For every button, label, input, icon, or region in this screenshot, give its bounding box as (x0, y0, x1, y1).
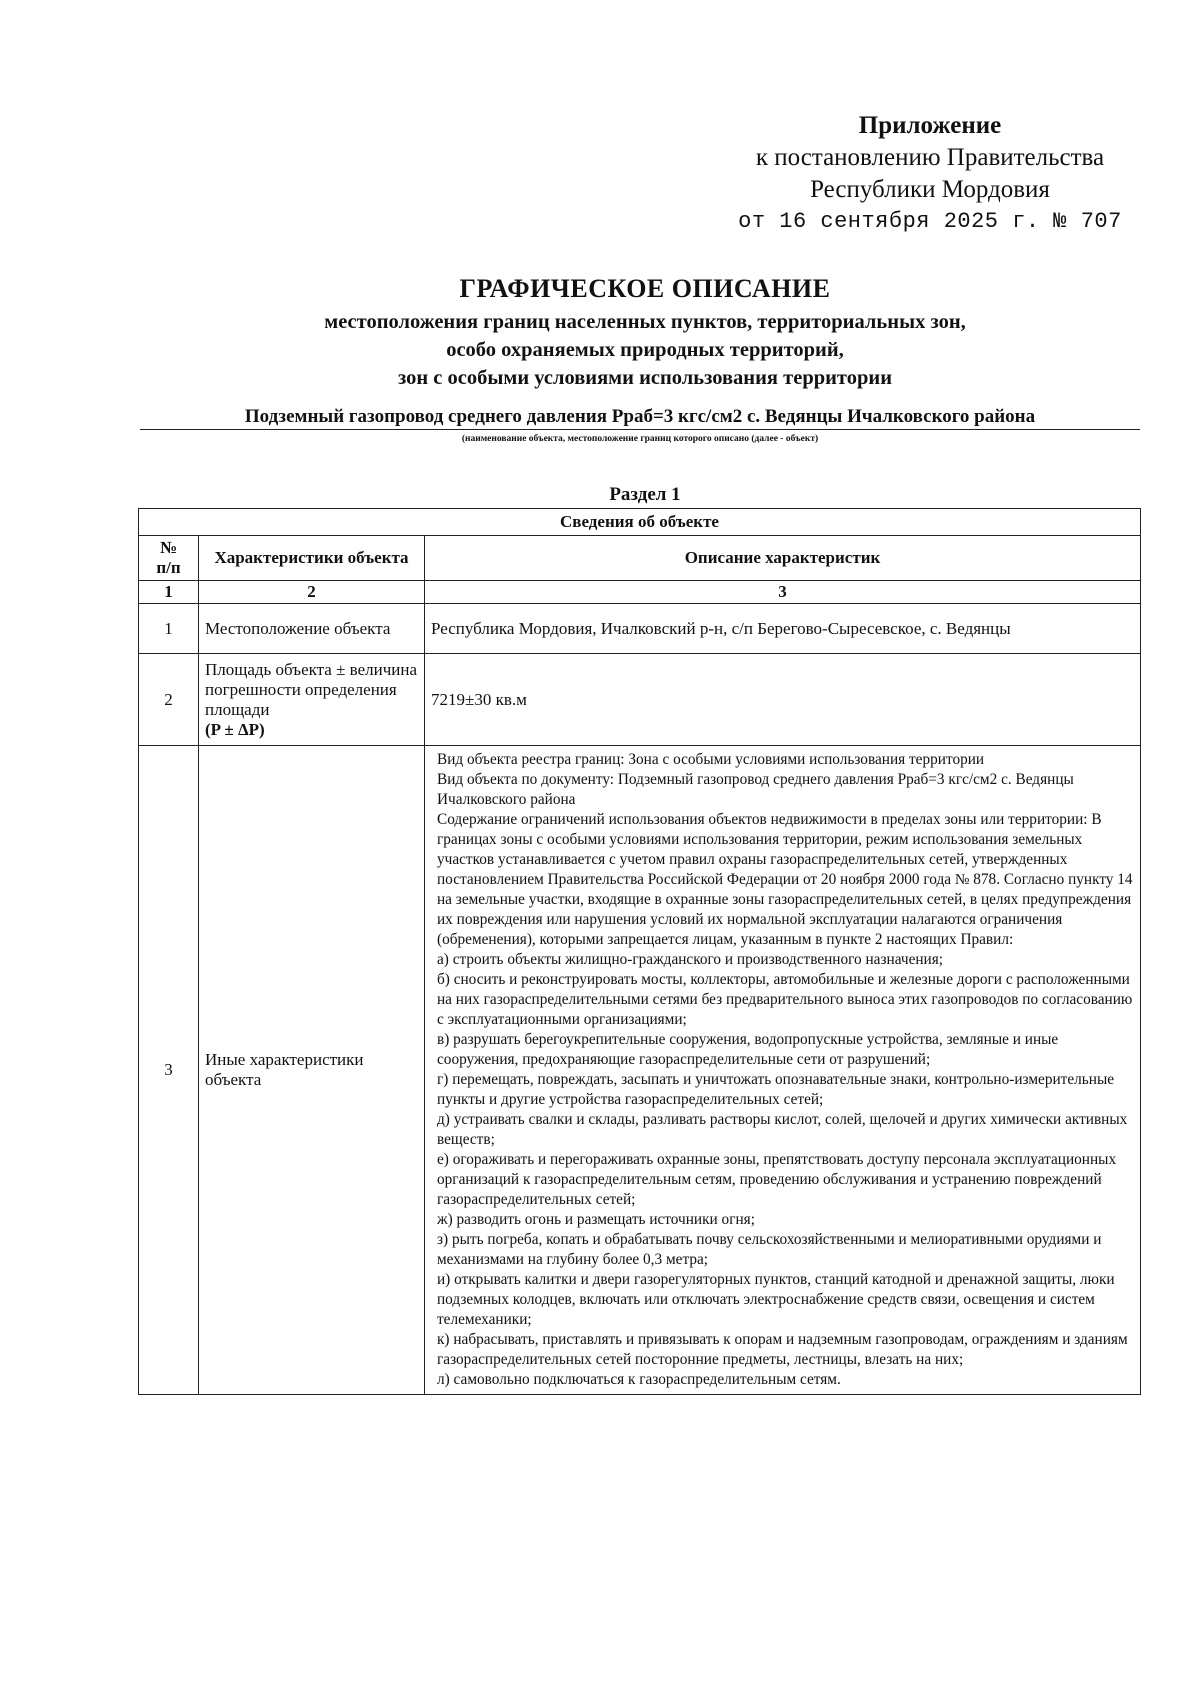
object-info-table (138, 508, 1141, 1395)
description-line: Содержание ограничений использования объектов недвижимости в пределах зоны или территории: В границах зоны с особыми условиями использования территории, режим использования земельных участков устанавливается с учетом правил охраны газораспределительных сетей, утвержденных постановлением Правительства Российской Федерации от 20 ноября 2000 года № 878. Согласно пункту 14 на земельные участки, входящие в охранные зоны газораспределительных сетей, в целях предупреждения их повреждения или нарушения условий их нормальной эксплуатации налагаются ограничения (обременения), которыми запрещается лицам, указанным в пункте 2 настоящих Правил: (437, 811, 1133, 948)
column-numbers-row (139, 581, 1141, 604)
restriction-item: ж) разводить огонь и размещать источники огня; (437, 1211, 755, 1228)
area-formula: (P ± ΔP) (205, 719, 265, 739)
description-line: Вид объекта реестра границ: Зона с особыми условиями использования территории (437, 751, 985, 768)
restriction-item: л) самовольно подключаться к газораспределительным сетям. (437, 1371, 841, 1388)
restriction-item: к) набрасывать, приставлять и привязывать к опорам и надземным газопроводам, ограждениям и зданиям газораспределительных сетей посторонние предметы, лестницы, влезать на них; (437, 1331, 1128, 1368)
header-number (139, 536, 199, 581)
description-line: Вид объекта по документу: Подземный газопровод среднего давления Рраб=3 кгс/см2 с. Ведянцы Ичалковского района (437, 771, 1074, 808)
subtitle-line: зон с особыми условиями использования территории (397, 367, 893, 389)
restriction-item: е) огораживать и перегораживать охранные зоны, препятствовать доступу персонала эксплуатационных организаций к газораспределительным сетям, проведению обслуживания и устранению повреждений газораспределительных сетей; (437, 1151, 1117, 1208)
table-caption: Сведения об объекте (139, 509, 1141, 536)
header-number-text: № п/п (156, 538, 181, 577)
restriction-item: а) строить объекты жилищно-гражданского и производственного назначения; (437, 951, 944, 968)
table-row (139, 604, 1141, 654)
table-row (139, 654, 1141, 746)
column-number: 1 (139, 581, 199, 604)
appendix-block (720, 110, 1140, 238)
restrictions-text (437, 750, 1134, 1390)
restriction-item: в) разрушать берегоукрепительные сооружения, водопропускные устройства, земляные и иные сооружения, предохраняющие газораспределительные сети от разрушений; (437, 1031, 1059, 1068)
row-number: 2 (139, 654, 199, 746)
column-number: 2 (199, 581, 425, 604)
subtitle-line: особо охраняемых природных территорий, (446, 339, 844, 361)
row-characteristic: Местоположение объекта (199, 604, 425, 654)
row-description: 7219±30 кв.м (425, 654, 1141, 746)
appendix-line-1: к постановлению Правительства (755, 144, 1105, 171)
section-title: Раздел 1 (609, 484, 681, 505)
restriction-item: г) перемещать, повреждать, засыпать и уничтожать опознавательные знаки, контрольно-измерительные пункты и другие устройства газораспределительных сетей; (437, 1071, 1115, 1108)
appendix-title: Приложение (858, 112, 1002, 139)
restriction-item: д) устраивать свалки и склады, разливать растворы кислот, солей, щелочей и других химически активных веществ; (437, 1111, 1128, 1148)
header-description: Описание характеристик (425, 536, 1141, 581)
restriction-item: б) сносить и реконструировать мосты, коллекторы, автомобильные и железные дороги с расположенными на них газораспределительными сетями без предварительного выноса этих газопроводов по согласованию с эксплуатационными организациями; (437, 971, 1133, 1028)
document-title: ГРАФИЧЕСКОЕ ОПИСАНИЕ (459, 274, 831, 303)
restriction-item: з) рыть погреба, копать и обрабатывать почву сельскохозяйственными и мелиоративными орудиями и механизмами на глубину более 0,3 метра; (437, 1231, 1102, 1268)
row-characteristic: Иные характеристики объекта (199, 746, 425, 1395)
appendix-line-2: Республики Мордовия (810, 176, 1050, 203)
header-characteristic: Характеристики объекта (199, 536, 425, 581)
document-subtitle (0, 308, 1200, 392)
restriction-item: и) открывать калитки и двери газорегуляторных пунктов, станций катодной и дренажной защиты, люки подземных колодцев, включать или отключать электроснабжение средств связи, освещения и систем телемеханики; (437, 1271, 1115, 1328)
appendix-date-line: от 16 сентября 2025 г. № 707 (738, 209, 1122, 234)
row-number: 1 (139, 604, 199, 654)
row-characteristic-cell (199, 654, 425, 746)
subtitle-line: местоположения границ населенных пунктов, территориальных зон, (324, 311, 966, 333)
object-name-caption: (наименование объекта, местоположение границ которого описано (далее - объект) (461, 434, 819, 444)
table-row (139, 746, 1141, 1395)
object-name: Подземный газопровод среднего давления Рраб=3 кгс/см2 с. Ведянцы Ичалковского района (140, 406, 1140, 430)
row-description (425, 746, 1141, 1395)
row-number: 3 (139, 746, 199, 1395)
row-characteristic: Площадь объекта ± величина погрешности определения площади (205, 659, 418, 719)
row-description: Республика Мордовия, Ичалковский р-н, с/п Берегово-Сыресевское, с. Ведянцы (425, 604, 1141, 654)
column-number: 3 (425, 581, 1141, 604)
table-caption-row (139, 509, 1141, 536)
table-header-row (139, 536, 1141, 581)
